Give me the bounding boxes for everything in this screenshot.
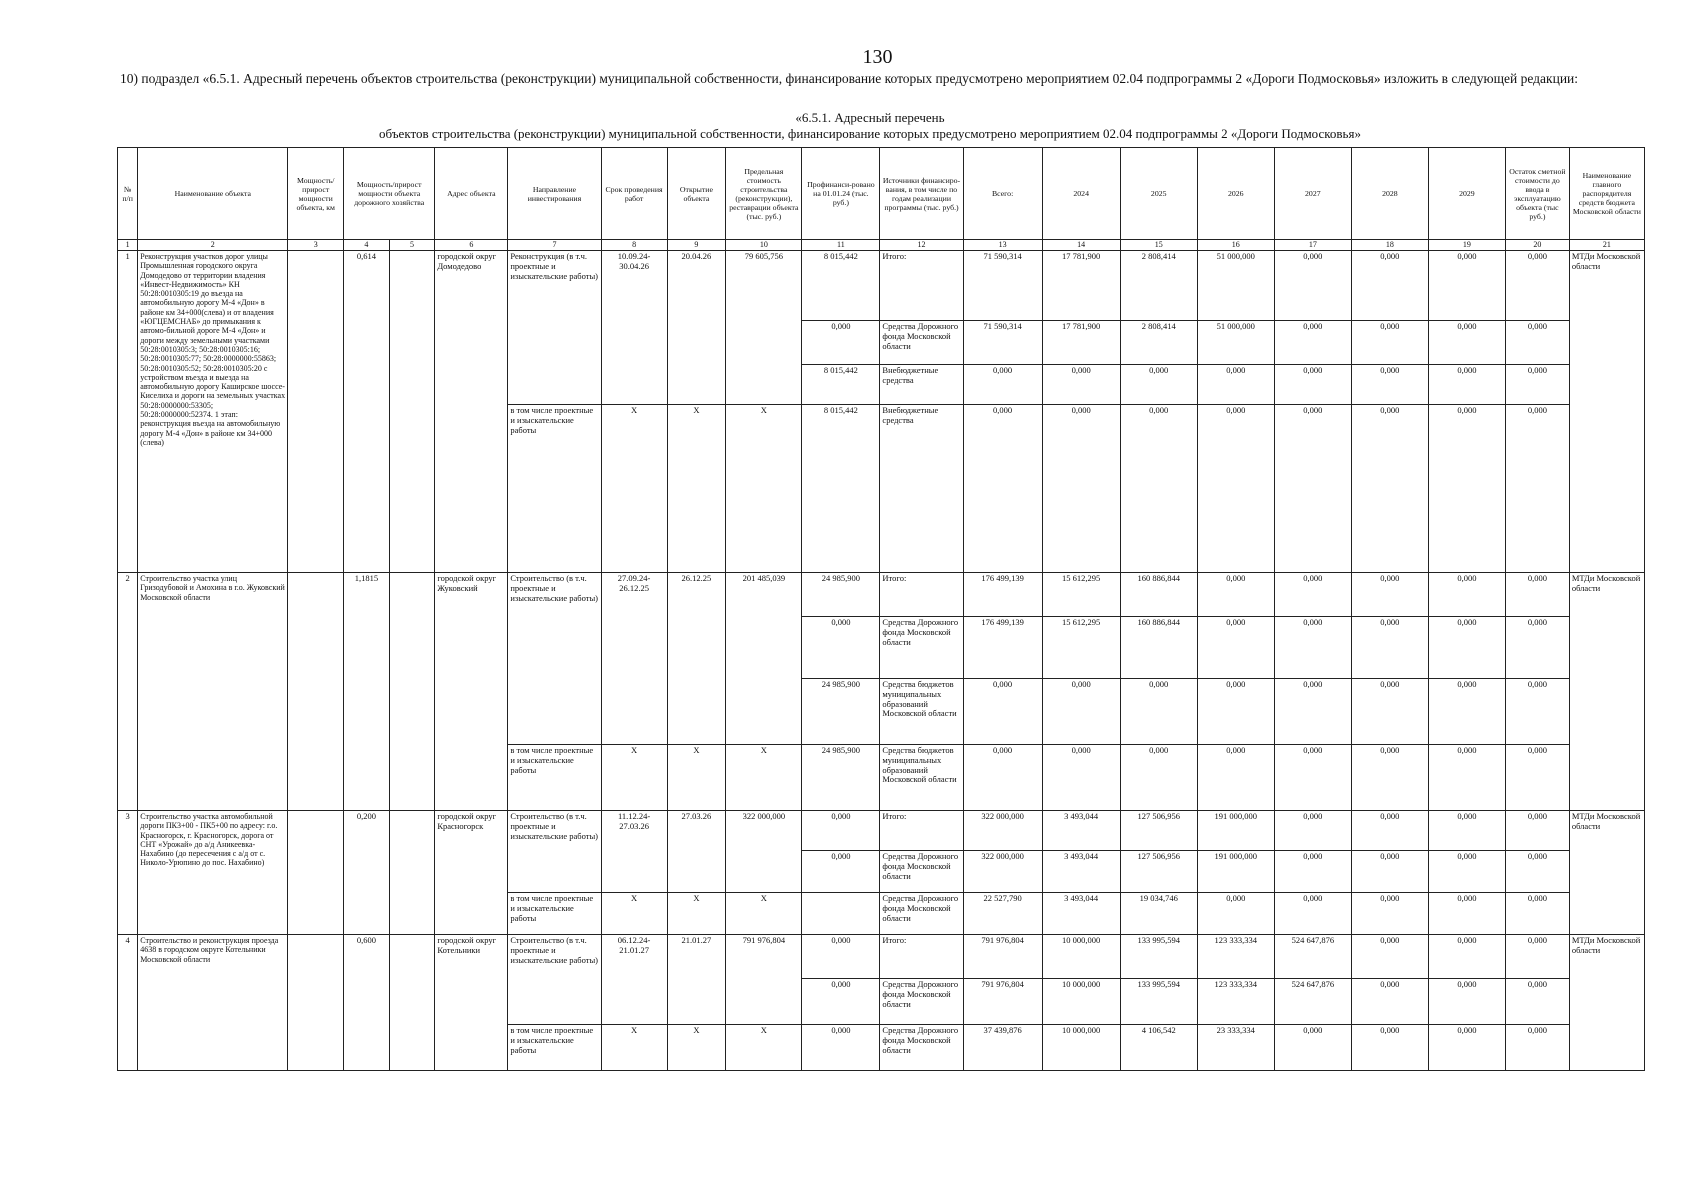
column-number: 8 [601, 240, 667, 251]
column-number: 16 [1197, 240, 1274, 251]
work-term: X [601, 1025, 667, 1071]
amount-y2024: 3 493,044 [1042, 811, 1120, 851]
investment-direction: Реконструкция (в т.ч. проектные и изыскательские работы) [508, 251, 601, 405]
amount-y2028: 0,000 [1351, 745, 1428, 811]
amount-y2028: 0,000 [1351, 573, 1428, 617]
column-number: 3 [288, 240, 344, 251]
amount-y2025: 19 034,746 [1120, 893, 1197, 935]
column-number: 4 [344, 240, 390, 251]
opening-date: 27.03.26 [667, 811, 726, 893]
source-cell: Внебюджетные средства [880, 365, 963, 405]
amount-y2025: 133 995,594 [1120, 979, 1197, 1025]
work-term: 10.09.24- 30.04.26 [601, 251, 667, 405]
amount-rest: 0,000 [1505, 321, 1569, 365]
amount-y2029: 0,000 [1428, 745, 1505, 811]
amount-y2025: 160 886,844 [1120, 617, 1197, 679]
source-cell: Внебюджетные средства [880, 405, 963, 573]
amount-y2026: 0,000 [1197, 405, 1274, 573]
source-cell: Средства Дорожного фонда Московской области [880, 1025, 963, 1071]
amount-rest: 0,000 [1505, 679, 1569, 745]
column-number: 17 [1274, 240, 1351, 251]
amount-total: 22 527,790 [963, 893, 1042, 935]
financed-amount [802, 893, 880, 935]
header-address: Адрес объекта [435, 148, 508, 240]
amount-total: 0,000 [963, 679, 1042, 745]
road-capacity: 0,614 [344, 251, 390, 573]
amount-y2029: 0,000 [1428, 893, 1505, 935]
capacity-km [288, 251, 344, 573]
source-cell: Средства Дорожного фонда Московской области [880, 617, 963, 679]
amount-rest: 0,000 [1505, 1025, 1569, 1071]
amount-total: 176 499,139 [963, 617, 1042, 679]
amount-total: 0,000 [963, 745, 1042, 811]
header-remainder: Остаток сметной стоимости до ввода в эксплуатацию объекта (тыс руб.) [1505, 148, 1569, 240]
amount-y2029: 0,000 [1428, 573, 1505, 617]
cost-limit: 791 976,804 [726, 935, 802, 1025]
capacity-km [288, 811, 344, 935]
amount-y2024: 0,000 [1042, 679, 1120, 745]
amount-y2029: 0,000 [1428, 405, 1505, 573]
financed-amount: 0,000 [802, 811, 880, 851]
column-number: 6 [435, 240, 508, 251]
amount-y2025: 133 995,594 [1120, 935, 1197, 979]
opening-date: 20.04.26 [667, 251, 726, 405]
source-cell: Итого: [880, 251, 963, 321]
opening-date: X [667, 405, 726, 573]
amount-rest: 0,000 [1505, 405, 1569, 573]
amount-y2028: 0,000 [1351, 251, 1428, 321]
amount-rest: 0,000 [1505, 811, 1569, 851]
amount-y2027: 0,000 [1274, 617, 1351, 679]
amount-y2028: 0,000 [1351, 679, 1428, 745]
amount-y2026: 0,000 [1197, 617, 1274, 679]
amount-y2026: 51 000,000 [1197, 321, 1274, 365]
amount-y2024: 3 493,044 [1042, 851, 1120, 893]
amount-y2025: 0,000 [1120, 405, 1197, 573]
table-row [118, 811, 1645, 851]
table-row [118, 573, 1645, 617]
amount-total: 0,000 [963, 365, 1042, 405]
object-number: 3 [118, 811, 138, 935]
road-capacity-extra [389, 935, 435, 1071]
cost-limit: 322 000,000 [726, 811, 802, 893]
amount-y2025: 2 808,414 [1120, 251, 1197, 321]
column-number: 19 [1428, 240, 1505, 251]
amount-y2029: 0,000 [1428, 935, 1505, 979]
header-financed: Профинанси-ровано на 01.01.24 (тыс. руб.) [802, 148, 880, 240]
amount-y2026: 23 333,334 [1197, 1025, 1274, 1071]
amount-y2024: 15 612,295 [1042, 573, 1120, 617]
amount-y2025: 127 506,956 [1120, 851, 1197, 893]
column-number: 11 [802, 240, 880, 251]
table-row [118, 251, 1645, 321]
amount-y2026: 191 000,000 [1197, 851, 1274, 893]
object-name: Строительство и реконструкция проезда 4638 в городском округе Котельники Московской области [138, 935, 288, 1071]
financed-amount: 24 985,900 [802, 573, 880, 617]
header-opening: Открытие объекта [667, 148, 726, 240]
amount-rest: 0,000 [1505, 617, 1569, 679]
object-name: Строительство участка улиц Гризодубовой и Амохина в г.о. Жуковский Московской области [138, 573, 288, 811]
cost-limit: 79 605,756 [726, 251, 802, 405]
amount-y2027: 0,000 [1274, 321, 1351, 365]
amount-y2026: 0,000 [1197, 745, 1274, 811]
amount-y2028: 0,000 [1351, 935, 1428, 979]
investment-direction: в том числе проектные и изыскательские работы [508, 893, 601, 935]
capacity-km [288, 935, 344, 1071]
column-number: 12 [880, 240, 963, 251]
address-list-table [117, 147, 1645, 1071]
amount-y2029: 0,000 [1428, 851, 1505, 893]
amount-y2024: 17 781,900 [1042, 251, 1120, 321]
amount-y2029: 0,000 [1428, 617, 1505, 679]
amount-rest: 0,000 [1505, 251, 1569, 321]
amount-y2027: 0,000 [1274, 1025, 1351, 1071]
amount-y2026: 0,000 [1197, 679, 1274, 745]
road-capacity-extra [389, 811, 435, 935]
amount-y2028: 0,000 [1351, 405, 1428, 573]
amount-y2029: 0,000 [1428, 979, 1505, 1025]
main-distributor: МТДи Московской области [1569, 251, 1644, 573]
financed-amount: 24 985,900 [802, 679, 880, 745]
amount-y2026: 191 000,000 [1197, 811, 1274, 851]
page-number: 130 [862, 46, 893, 68]
financed-amount: 8 015,442 [802, 251, 880, 321]
financed-amount: 0,000 [802, 935, 880, 979]
column-number: 13 [963, 240, 1042, 251]
source-cell: Итого: [880, 811, 963, 851]
work-term: 11.12.24- 27.03.26 [601, 811, 667, 893]
header-cost-limit: Предельная стоимость строительства (реконструкции), реставрации объекта (тыс. руб.) [726, 148, 802, 240]
amount-y2029: 0,000 [1428, 811, 1505, 851]
main-distributor: МТДи Московской области [1569, 811, 1644, 935]
amount-y2028: 0,000 [1351, 893, 1428, 935]
opening-date: X [667, 893, 726, 935]
road-capacity-extra [389, 251, 435, 573]
amount-y2028: 0,000 [1351, 321, 1428, 365]
cost-limit: X [726, 405, 802, 573]
header-2024: 2024 [1042, 148, 1120, 240]
source-cell: Средства Дорожного фонда Московской области [880, 321, 963, 365]
header-capacity-km: Мощность/ прирост мощности объекта, км [288, 148, 344, 240]
amount-y2025: 0,000 [1120, 365, 1197, 405]
amount-y2027: 0,000 [1274, 811, 1351, 851]
header-road-capacity: Мощность/прирост мощности объекта дорожного хозяйства [344, 148, 435, 240]
amount-rest: 0,000 [1505, 935, 1569, 979]
amount-y2025: 0,000 [1120, 745, 1197, 811]
opening-date: X [667, 745, 726, 811]
amount-y2024: 10 000,000 [1042, 1025, 1120, 1071]
header-distributor: Наименование главного распорядителя средств бюджета Московской области [1569, 148, 1644, 240]
object-address: городской округ Котельники [435, 935, 508, 1071]
work-term: 06.12.24- 21.01.27 [601, 935, 667, 1025]
amount-y2029: 0,000 [1428, 365, 1505, 405]
column-number: 7 [508, 240, 601, 251]
amount-y2026: 0,000 [1197, 573, 1274, 617]
column-number: 20 [1505, 240, 1569, 251]
investment-direction: в том числе проектные и изыскательские работы [508, 1025, 601, 1071]
header-2028: 2028 [1351, 148, 1428, 240]
amount-y2024: 17 781,900 [1042, 321, 1120, 365]
investment-direction: в том числе проектные и изыскательские работы [508, 405, 601, 573]
amount-y2028: 0,000 [1351, 851, 1428, 893]
column-number: 9 [667, 240, 726, 251]
amount-y2026: 123 333,334 [1197, 935, 1274, 979]
amount-rest: 0,000 [1505, 365, 1569, 405]
work-term: X [601, 745, 667, 811]
table-row [118, 935, 1645, 979]
amount-y2024: 3 493,044 [1042, 893, 1120, 935]
financed-amount: 8 015,442 [802, 365, 880, 405]
column-number: 2 [138, 240, 288, 251]
header-num: № п/п [118, 148, 138, 240]
amount-total: 0,000 [963, 405, 1042, 573]
column-number: 5 [389, 240, 435, 251]
header-2027: 2027 [1274, 148, 1351, 240]
amount-y2027: 0,000 [1274, 893, 1351, 935]
object-name: Строительство участка автомобильной дороги ПК3+00 - ПК5+00 по адресу: г.о. Красногорск, г. Красногорск, дорога от СНТ «Урожай» до а/д Аникеевка-Нахабино (до пересечения с а/д от с. Николо-Урюпино до пос. Нахабино) [138, 811, 288, 935]
financed-amount: 8 015,442 [802, 405, 880, 573]
column-number: 15 [1120, 240, 1197, 251]
header-object-name: Наименование объекта [138, 148, 288, 240]
amount-y2027: 0,000 [1274, 251, 1351, 321]
amount-total: 71 590,314 [963, 321, 1042, 365]
financed-amount: 0,000 [802, 851, 880, 893]
amount-y2025: 127 506,956 [1120, 811, 1197, 851]
amount-y2028: 0,000 [1351, 617, 1428, 679]
work-term: X [601, 405, 667, 573]
object-address: городской округ Красногорск [435, 811, 508, 935]
object-number: 2 [118, 573, 138, 811]
financed-amount: 0,000 [802, 617, 880, 679]
amount-y2027: 524 647,876 [1274, 979, 1351, 1025]
cost-limit: X [726, 745, 802, 811]
amount-y2024: 0,000 [1042, 405, 1120, 573]
financed-amount: 0,000 [802, 979, 880, 1025]
amount-y2027: 0,000 [1274, 679, 1351, 745]
header-row [118, 148, 1645, 240]
road-capacity: 0,600 [344, 935, 390, 1071]
amount-y2028: 0,000 [1351, 811, 1428, 851]
opening-date: X [667, 1025, 726, 1071]
object-number: 4 [118, 935, 138, 1071]
amount-y2024: 15 612,295 [1042, 617, 1120, 679]
investment-direction: в том числе проектные и изыскательские работы [508, 745, 601, 811]
amount-total: 322 000,000 [963, 851, 1042, 893]
main-distributor: МТДи Московской области [1569, 573, 1644, 811]
header-term: Срок проведения работ [601, 148, 667, 240]
column-number: 1 [118, 240, 138, 251]
amount-y2024: 10 000,000 [1042, 979, 1120, 1025]
opening-date: 26.12.25 [667, 573, 726, 745]
amount-total: 791 976,804 [963, 979, 1042, 1025]
source-cell: Средства бюджетов муниципальных образований Московской области [880, 745, 963, 811]
amount-y2026: 0,000 [1197, 365, 1274, 405]
source-cell: Итого: [880, 935, 963, 979]
work-term: X [601, 893, 667, 935]
table-caption-line1: «6.5.1. Адресный перечень [795, 110, 945, 125]
header-2025: 2025 [1120, 148, 1197, 240]
amount-y2025: 2 808,414 [1120, 321, 1197, 365]
work-term: 27.09.24- 26.12.25 [601, 573, 667, 745]
amount-y2027: 0,000 [1274, 745, 1351, 811]
amount-total: 71 590,314 [963, 251, 1042, 321]
amount-rest: 0,000 [1505, 745, 1569, 811]
table-caption-line2: объектов строительства (реконструкции) муниципальной собственности, финансирование которых предусмотрено мероприятием 02.04 подпрограммы 2 «Дороги Подмосковья» [379, 126, 1361, 141]
amount-y2027: 0,000 [1274, 851, 1351, 893]
investment-direction: Строительство (в т.ч. проектные и изыскательские работы) [508, 935, 601, 1025]
column-number: 14 [1042, 240, 1120, 251]
object-number: 1 [118, 251, 138, 573]
column-numbers-row [118, 240, 1645, 251]
amount-y2024: 10 000,000 [1042, 935, 1120, 979]
amount-rest: 0,000 [1505, 893, 1569, 935]
header-2029: 2029 [1428, 148, 1505, 240]
cost-limit: X [726, 893, 802, 935]
object-address: городской округ Жуковский [435, 573, 508, 811]
header-2026: 2026 [1197, 148, 1274, 240]
amount-y2029: 0,000 [1428, 1025, 1505, 1071]
road-capacity: 1,1815 [344, 573, 390, 811]
capacity-km [288, 573, 344, 811]
main-distributor: МТДи Московской области [1569, 935, 1644, 1071]
amount-y2028: 0,000 [1351, 365, 1428, 405]
amount-total: 176 499,139 [963, 573, 1042, 617]
amount-y2024: 0,000 [1042, 365, 1120, 405]
source-cell: Итого: [880, 573, 963, 617]
amount-rest: 0,000 [1505, 573, 1569, 617]
road-capacity-extra [389, 573, 435, 811]
amount-total: 37 439,876 [963, 1025, 1042, 1071]
opening-date: 21.01.27 [667, 935, 726, 1025]
object-name: Реконструкция участков дорог улицы Промышленная городского округа Домодедово от территории владения «Инвест-Недвижимость» КН 50:28:0010305:19 до въезда на автомобильную дорогу М-4 «Дон» в районе км 34+000(слева) и от владения «ЮГЦЕМСНАБ» до примыкания к автомо-бильной дороге М-4 «Дон» и дороги между земельными участками 50:28:0010305:3; 50:28:0010305:16; 50:28:0010305:77; 50:28:0000000:55863; 50:28:0010305:52; 50:28:0010305:20 с устройством въезда и выезда на автомобильную дорогу Каширское шоссе-Киселиха и дороги на земельных участках 50:28:0000000:53305; 50:28:0000000:52374. 1 этап: реконструкция въезда на автомобильную дорогу М-4 «Дон» в районе км 34+000 (слева) [138, 251, 288, 573]
financed-amount: 0,000 [802, 1025, 880, 1071]
header-direction: Направление инвестирования [508, 148, 601, 240]
amount-rest: 0,000 [1505, 979, 1569, 1025]
source-cell: Средства бюджетов муниципальных образований Московской области [880, 679, 963, 745]
amount-y2029: 0,000 [1428, 321, 1505, 365]
intro-paragraph: 10) подраздел «6.5.1. Адресный перечень объектов строительства (реконструкции) муниципальной собственности, финансирование которых предусмотрено мероприятием 02.04 подпрограммы 2 «Дороги Подмосковья» изложить в следующей редакции: [120, 71, 1579, 86]
header-sources: Источники финансиро-вания, в том числе по годам реализации программы (тыс. руб.) [880, 148, 963, 240]
column-number: 18 [1351, 240, 1428, 251]
column-number: 10 [726, 240, 802, 251]
investment-direction: Строительство (в т.ч. проектные и изыскательские работы) [508, 811, 601, 893]
column-number: 21 [1569, 240, 1644, 251]
amount-y2027: 0,000 [1274, 365, 1351, 405]
amount-y2026: 0,000 [1197, 893, 1274, 935]
table-body [118, 240, 1645, 1071]
source-cell: Средства Дорожного фонда Московской области [880, 851, 963, 893]
cost-limit: X [726, 1025, 802, 1071]
amount-y2025: 4 106,542 [1120, 1025, 1197, 1071]
object-address: городской округ Домодедово [435, 251, 508, 573]
amount-y2027: 0,000 [1274, 573, 1351, 617]
amount-y2028: 0,000 [1351, 979, 1428, 1025]
cost-limit: 201 485,039 [726, 573, 802, 745]
financed-amount: 24 985,900 [802, 745, 880, 811]
investment-direction: Строительство (в т.ч. проектные и изыскательские работы) [508, 573, 601, 745]
amount-y2027: 0,000 [1274, 405, 1351, 573]
amount-y2025: 160 886,844 [1120, 573, 1197, 617]
amount-y2024: 0,000 [1042, 745, 1120, 811]
amount-rest: 0,000 [1505, 851, 1569, 893]
amount-y2025: 0,000 [1120, 679, 1197, 745]
header-total: Всего: [963, 148, 1042, 240]
amount-y2028: 0,000 [1351, 1025, 1428, 1071]
amount-y2029: 0,000 [1428, 251, 1505, 321]
source-cell: Средства Дорожного фонда Московской области [880, 979, 963, 1025]
amount-total: 322 000,000 [963, 811, 1042, 851]
source-cell: Средства Дорожного фонда Московской области [880, 893, 963, 935]
financed-amount: 0,000 [802, 321, 880, 365]
amount-total: 791 976,804 [963, 935, 1042, 979]
road-capacity: 0,200 [344, 811, 390, 935]
amount-y2027: 524 647,876 [1274, 935, 1351, 979]
amount-y2026: 123 333,334 [1197, 979, 1274, 1025]
amount-y2029: 0,000 [1428, 679, 1505, 745]
amount-y2026: 51 000,000 [1197, 251, 1274, 321]
